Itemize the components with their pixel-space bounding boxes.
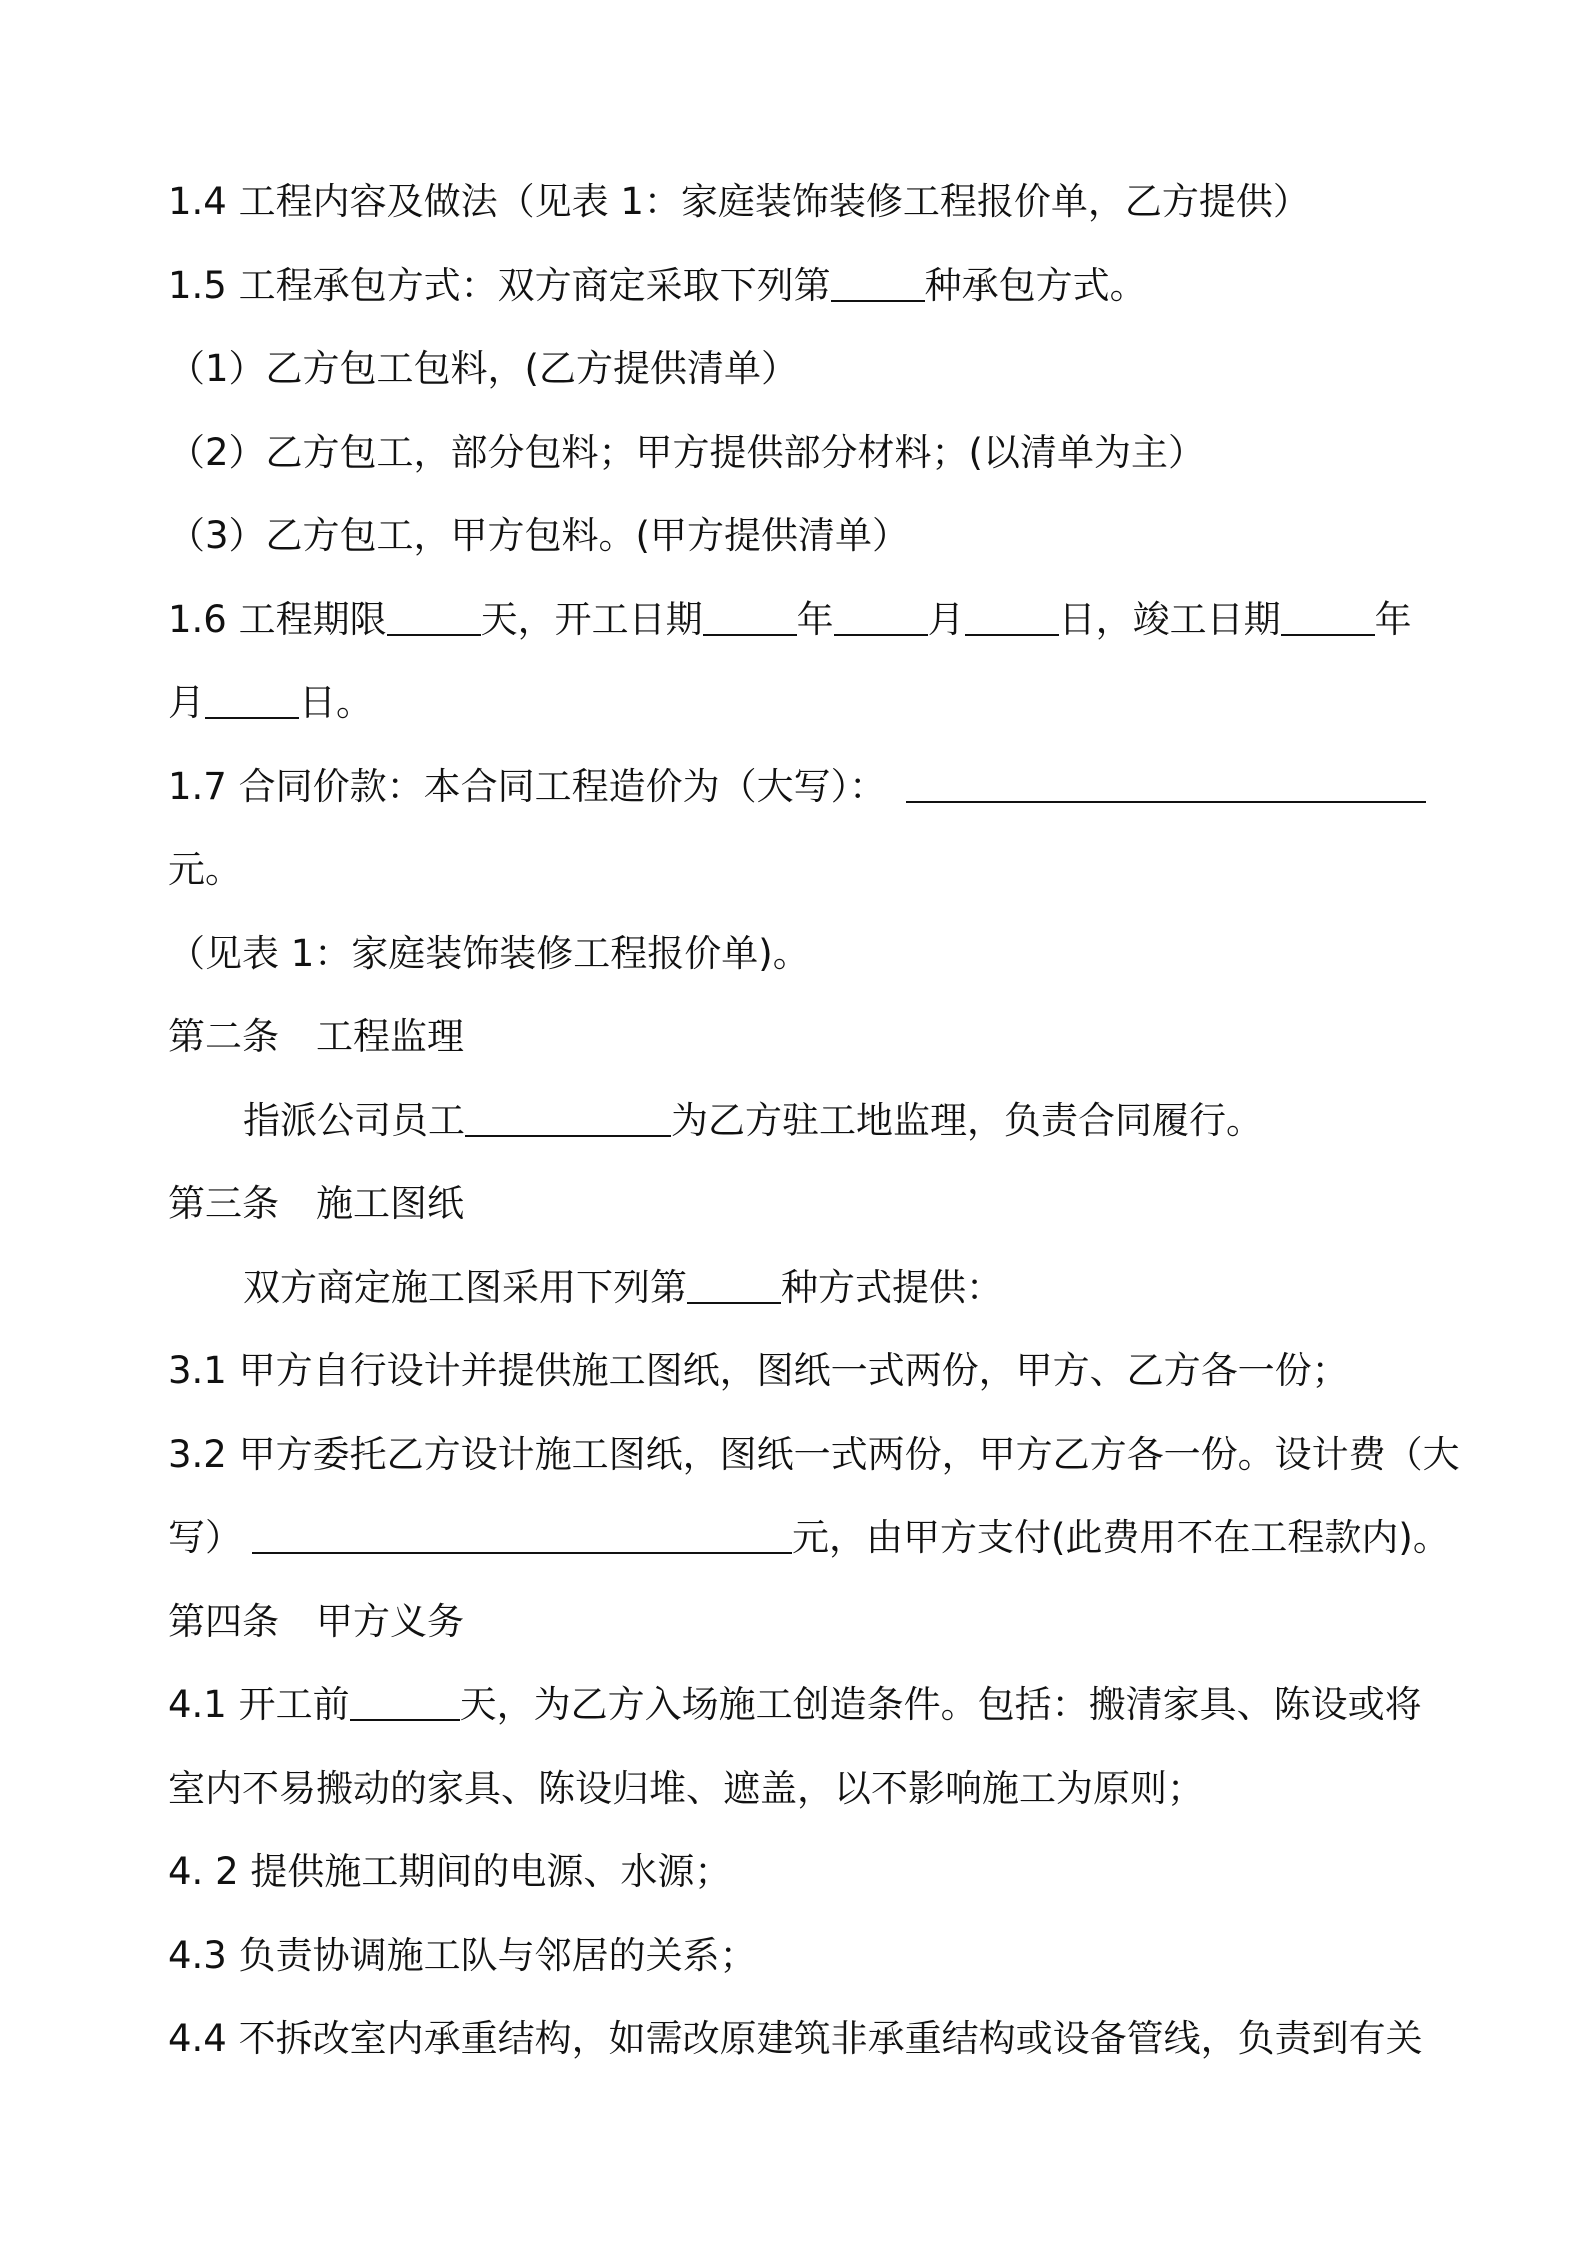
blank-start-year[interactable]: [703, 598, 797, 636]
clause-1-7-cont: 元。: [168, 848, 242, 891]
blank-contract-price[interactable]: [906, 765, 1426, 803]
clause-4-1: 4.1 开工前 天，为乙方入场施工创造条件。包括：搬清家具、陈设或将: [168, 1683, 1422, 1726]
clause-3-2: 3.2 甲方委托乙方设计施工图纸，图纸一式两份，甲方乙方各一份。设计费（大: [168, 1433, 1460, 1476]
clause-1-6-cont: 月 日。: [168, 681, 373, 724]
blank-supervisor[interactable]: [465, 1099, 671, 1137]
see-table-note: （见表 1：家庭装饰装修工程报价单)。: [168, 932, 810, 975]
blank-end-month[interactable]: [205, 681, 299, 719]
option-1: （1）乙方包工包料，(乙方提供清单）: [168, 347, 798, 390]
blank-days[interactable]: [387, 598, 481, 636]
blank-drawing-method[interactable]: [687, 1266, 781, 1304]
blank-start-month[interactable]: [834, 598, 928, 636]
option-3: （3）乙方包工，甲方包料。(甲方提供清单）: [168, 514, 909, 557]
option-2: （2）乙方包工，部分包料；甲方提供部分材料；(以清单为主）: [168, 431, 1205, 474]
clause-4-1-cont: 室内不易搬动的家具、陈设归堆、遮盖，以不影响施工为原则；: [168, 1767, 1204, 1810]
article-3-heading: 第三条 施工图纸: [168, 1182, 464, 1225]
article-2-heading: 第二条 工程监理: [168, 1015, 464, 1058]
clause-3-2-cont: 写） 元，由甲方支付(此费用不在工程款内)。: [168, 1516, 1450, 1559]
clause-3-1: 3.1 甲方自行设计并提供施工图纸，图纸一式两份，甲方、乙方各一份；: [168, 1349, 1349, 1392]
clause-4-3: 4.3 负责协调施工队与邻居的关系；: [168, 1934, 757, 1977]
blank-end-year[interactable]: [1281, 598, 1375, 636]
clause-1-5: 1.5 工程承包方式：双方商定采取下列第 种承包方式。: [168, 264, 1147, 307]
clause-1-6: 1.6 工程期限 天，开工日期 年 月 日，竣工日期 年: [168, 598, 1412, 641]
article-2-body: 指派公司员工 为乙方驻工地监理，负责合同履行。: [243, 1099, 1263, 1142]
clause-4-2: 4. 2 提供施工期间的电源、水源；: [168, 1850, 732, 1893]
blank-contract-mode[interactable]: [831, 264, 925, 302]
blank-days-before[interactable]: [350, 1683, 460, 1721]
blank-design-fee[interactable]: [252, 1516, 792, 1554]
clause-4-4: 4.4 不拆改室内承重结构，如需改原建筑非承重结构或设备管线，负责到有关: [168, 2017, 1423, 2060]
article-4-heading: 第四条 甲方义务: [168, 1600, 464, 1643]
blank-start-day[interactable]: [965, 598, 1059, 636]
clause-1-4: 1.4 工程内容及做法（见表 1：家庭装饰装修工程报价单，乙方提供）: [168, 180, 1310, 223]
clause-1-7: 1.7 合同价款：本合同工程造价为（大写）：: [168, 761, 1426, 813]
article-3-body: 双方商定施工图采用下列第 种方式提供：: [243, 1266, 1003, 1309]
